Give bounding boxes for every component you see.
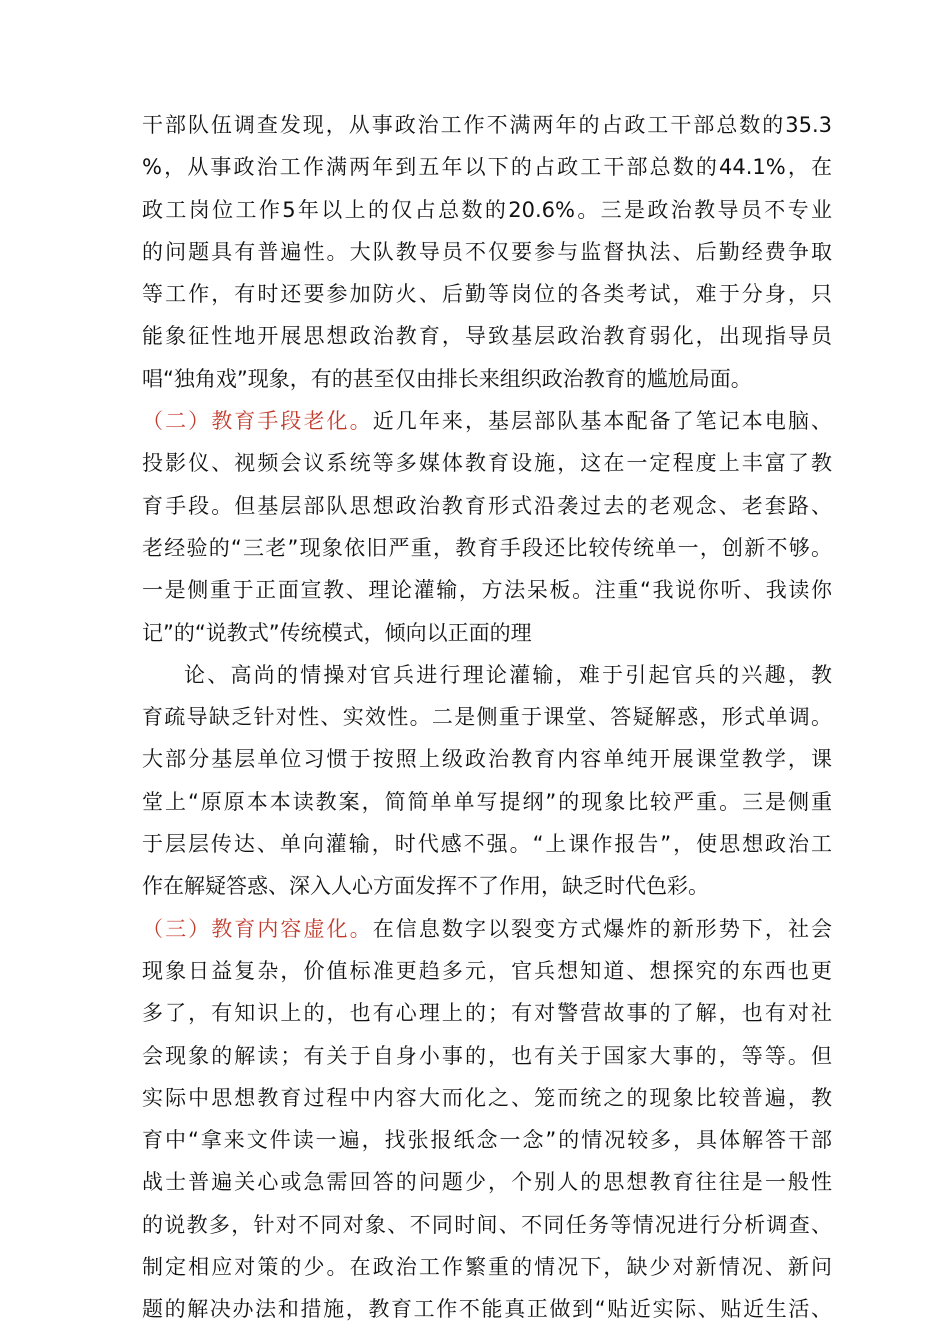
text-line: 会现象的解读；有关于自身小事的，也有关于国家大事的，等等。但 — [142, 1043, 832, 1068]
text-line: 论、高尚的情操对官兵进行理论灌输，难于引起官兵的兴趣，教 — [184, 662, 832, 687]
text-line: 的问题具有普遍性。大队教导员不仅要参与监督执法、后勤经费争取 — [142, 239, 832, 264]
text-line: 干部队伍调查发现，从事政治工作不满两年的占政工干部总数的35.3 — [142, 113, 832, 137]
text-line: 多了，有知识上的，也有心理上的；有对警营故事的了解，也有对社 — [142, 1001, 832, 1026]
text-line: 等工作，有时还要参加防火、后勤等岗位的各类考试，难于分身，只 — [142, 282, 832, 307]
heading-line-rest: 近几年来，基层部队基本配备了笔记本电脑、 — [372, 409, 832, 434]
section-heading: （三）教育内容虚化。 — [142, 916, 373, 941]
text-line: 一是侧重于正面宣教、理论灌输，方法呆板。注重“我说你听、我读你 — [142, 578, 832, 603]
text-line: 唱“独角戏”现象，有的甚至仅由排长来组织政治教育的尴尬局面。 — [142, 366, 752, 391]
text-line: 战士普遍关心或急需回答的问题少，个别人的思想教育往往是一般性 — [142, 1170, 832, 1195]
text-line: 堂上“原原本本读教案，简简单单写提纲”的现象比较严重。三是侧重 — [142, 789, 832, 814]
text-line: 作在解疑答惑、深入人心方面发挥不了作用，缺乏时代色彩。 — [142, 874, 709, 899]
paragraph-1 — [142, 104, 832, 400]
document-page — [142, 104, 832, 1331]
text-line: 题的解决办法和措施，教育工作不能真正做到“贴近实际、贴近生活、 — [142, 1297, 832, 1322]
text-line — [142, 400, 832, 442]
paragraph-2 — [142, 400, 832, 654]
text-line — [142, 908, 832, 950]
text-line: %，从事政治工作满两年到五年以下的占政工干部总数的44.1%，在 — [142, 155, 832, 180]
text-line: 于层层传达、单向灌输，时代感不强。“上课作报告”，使思想政治工 — [142, 832, 832, 857]
text-line: 制定相应对策的少。在政治工作繁重的情况下，缺少对新情况、新问 — [142, 1255, 832, 1280]
text-line: 的说教多，针对不同对象、不同时间、不同任务等情况进行分析调查、 — [142, 1212, 832, 1237]
text-line: 育疏导缺乏针对性、实效性。二是侧重于课堂、答疑解惑，形式单调。 — [142, 705, 832, 730]
text-line: 实际中思想教育过程中内容大而化之、笼而统之的现象比较普遍，教 — [142, 1085, 832, 1110]
text-line: 记”的“说教式”传统模式，倾向以正面的理 — [142, 620, 532, 645]
text-line: 政工岗位工作5年以上的仅占总数的20.6%。三是政治教导员不专业 — [142, 197, 832, 222]
text-line: 育手段。但基层部队思想政治教育形式沿袭过去的老观念、老套路、 — [142, 493, 832, 518]
text-line: 大部分基层单位习惯于按照上级政治教育内容单纯开展课堂教学，课 — [142, 747, 832, 772]
heading-line-rest: 在信息数字以裂变方式爆炸的新形势下，社会 — [372, 916, 832, 941]
text-line: 投影仪、视频会议系统等多媒体教育设施，这在一定程度上丰富了教 — [142, 451, 832, 476]
section-heading: （二）教育手段老化。 — [142, 409, 373, 434]
paragraph-3 — [142, 654, 832, 908]
text-line: 育中“拿来文件读一遍，找张报纸念一念”的情况较多，具体解答干部 — [142, 1128, 832, 1153]
paragraph-4 — [142, 908, 832, 1331]
text-line: 现象日益复杂，价值标准更趋多元，官兵想知道、想探究的东西也更 — [142, 958, 832, 983]
text-line: 能象征性地开展思想政治教育，导致基层政治教育弱化，出现指导员 — [142, 324, 832, 349]
text-line: 老经验的“三老”现象依旧严重，教育手段还比较传统单一，创新不够。 — [142, 535, 832, 560]
